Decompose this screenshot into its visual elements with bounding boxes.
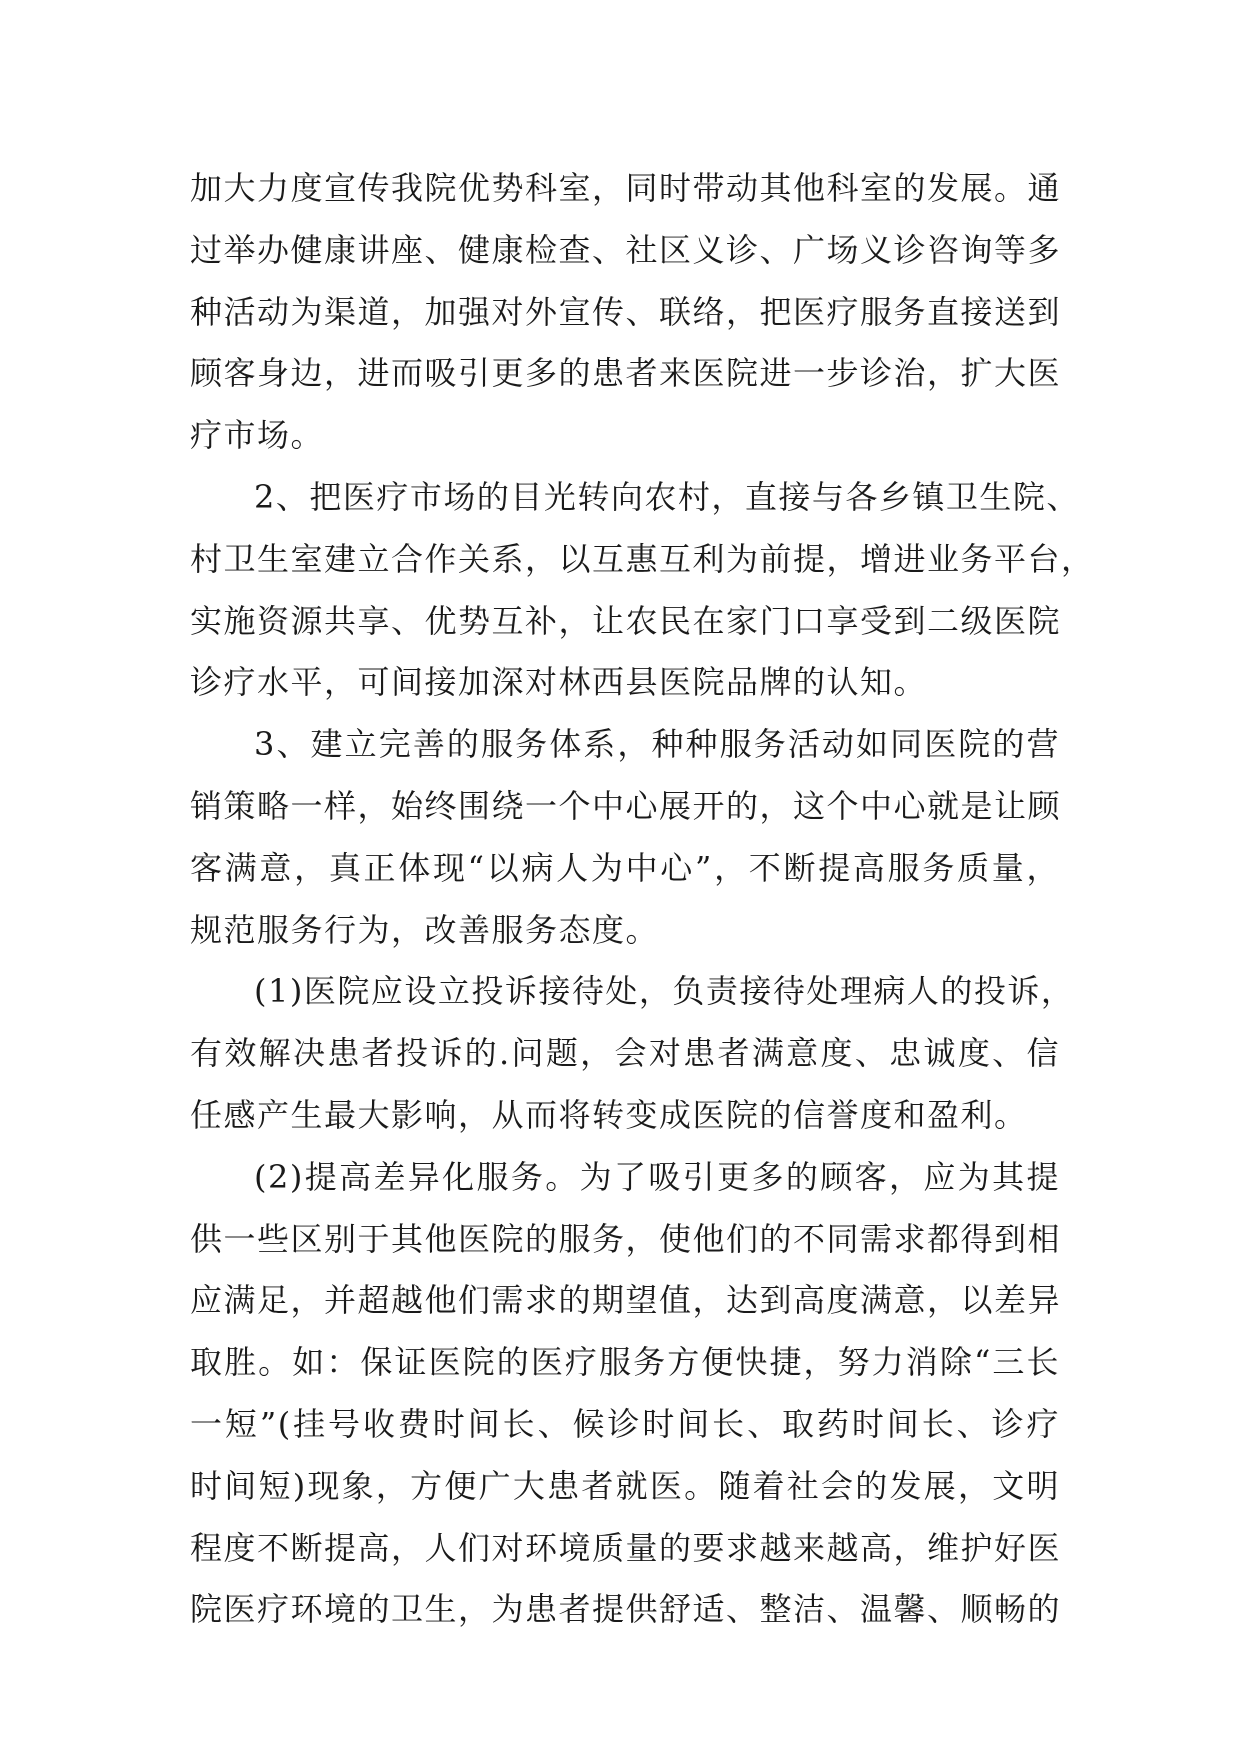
- text-line: 2、把医疗市场的目光转向农村，直接与各乡镇卫生院、: [254, 477, 1080, 516]
- text-line: 程度不断提高，人们对环境质量的要求越来越高，维护好医: [190, 1528, 1062, 1567]
- text-line: 诊疗水平，可间接加深对林西县医院品牌的认知。: [190, 663, 928, 702]
- text-line: 有效解决患者投诉的.问题，会对患者满意度、忠诚度、信: [190, 1034, 1060, 1073]
- body-text: [190, 158, 1095, 1641]
- text-line: 顾客身边，进而吸引更多的患者来医院进一步诊治，扩大医: [190, 354, 1062, 393]
- text-line: 加大力度宣传我院优势科室，同时带动其他科室的发展。通: [190, 169, 1062, 207]
- text-line: 院医疗环境的卫生，为患者提供舒适、整洁、温馨、顺畅的: [190, 1590, 1062, 1629]
- text-line: 疗市场。: [190, 416, 325, 455]
- text-line: 过举办健康讲座、健康检查、社区义诊、广场义诊咨询等多: [190, 230, 1062, 269]
- text-line: 实施资源共享、优势互补，让农民在家门口享受到二级医院: [190, 601, 1062, 640]
- text-line: 一短”(挂号收费时间长、候诊时间长、取药时间长、诊疗: [190, 1404, 1060, 1443]
- text-line: 供一些区别于其他医院的服务，使他们的不同需求都得到相: [190, 1219, 1062, 1258]
- text-line: 种活动为渠道，加强对外宣传、联络，把医疗服务直接送到: [190, 292, 1062, 331]
- text-line: 客满意，真正体现“以病人为中心”，不断提高服务质量，: [190, 848, 1060, 887]
- text-line: 取胜。如：保证医院的医疗服务方便快捷，努力消除“三长: [190, 1343, 1060, 1382]
- text-line: 时间短)现象，方便广大患者就医。随着社会的发展，文明: [190, 1466, 1060, 1505]
- text-line: 村卫生室建立合作关系，以互惠互利为前提，增进业务平台，: [190, 539, 1095, 578]
- text-line: 3、建立完善的服务体系，种种服务活动如同医院的营: [254, 725, 1060, 764]
- text-line: (2)提高差异化服务。为了吸引更多的顾客，应为其提: [254, 1157, 1060, 1196]
- text-line: (1)医院应设立投诉接待处，负责接待处理病人的投诉，: [254, 972, 1075, 1011]
- text-line: 应满足，并超越他们需求的期望值，达到高度满意，以差异: [190, 1281, 1062, 1320]
- text-line: 任感产生最大影响，从而将转变成医院的信誉度和盈利。: [190, 1095, 1028, 1134]
- text-line: 销策略一样，始终围绕一个中心展开的，这个中心就是让顾: [190, 786, 1062, 825]
- text-line: 规范服务行为，改善服务态度。: [190, 910, 660, 949]
